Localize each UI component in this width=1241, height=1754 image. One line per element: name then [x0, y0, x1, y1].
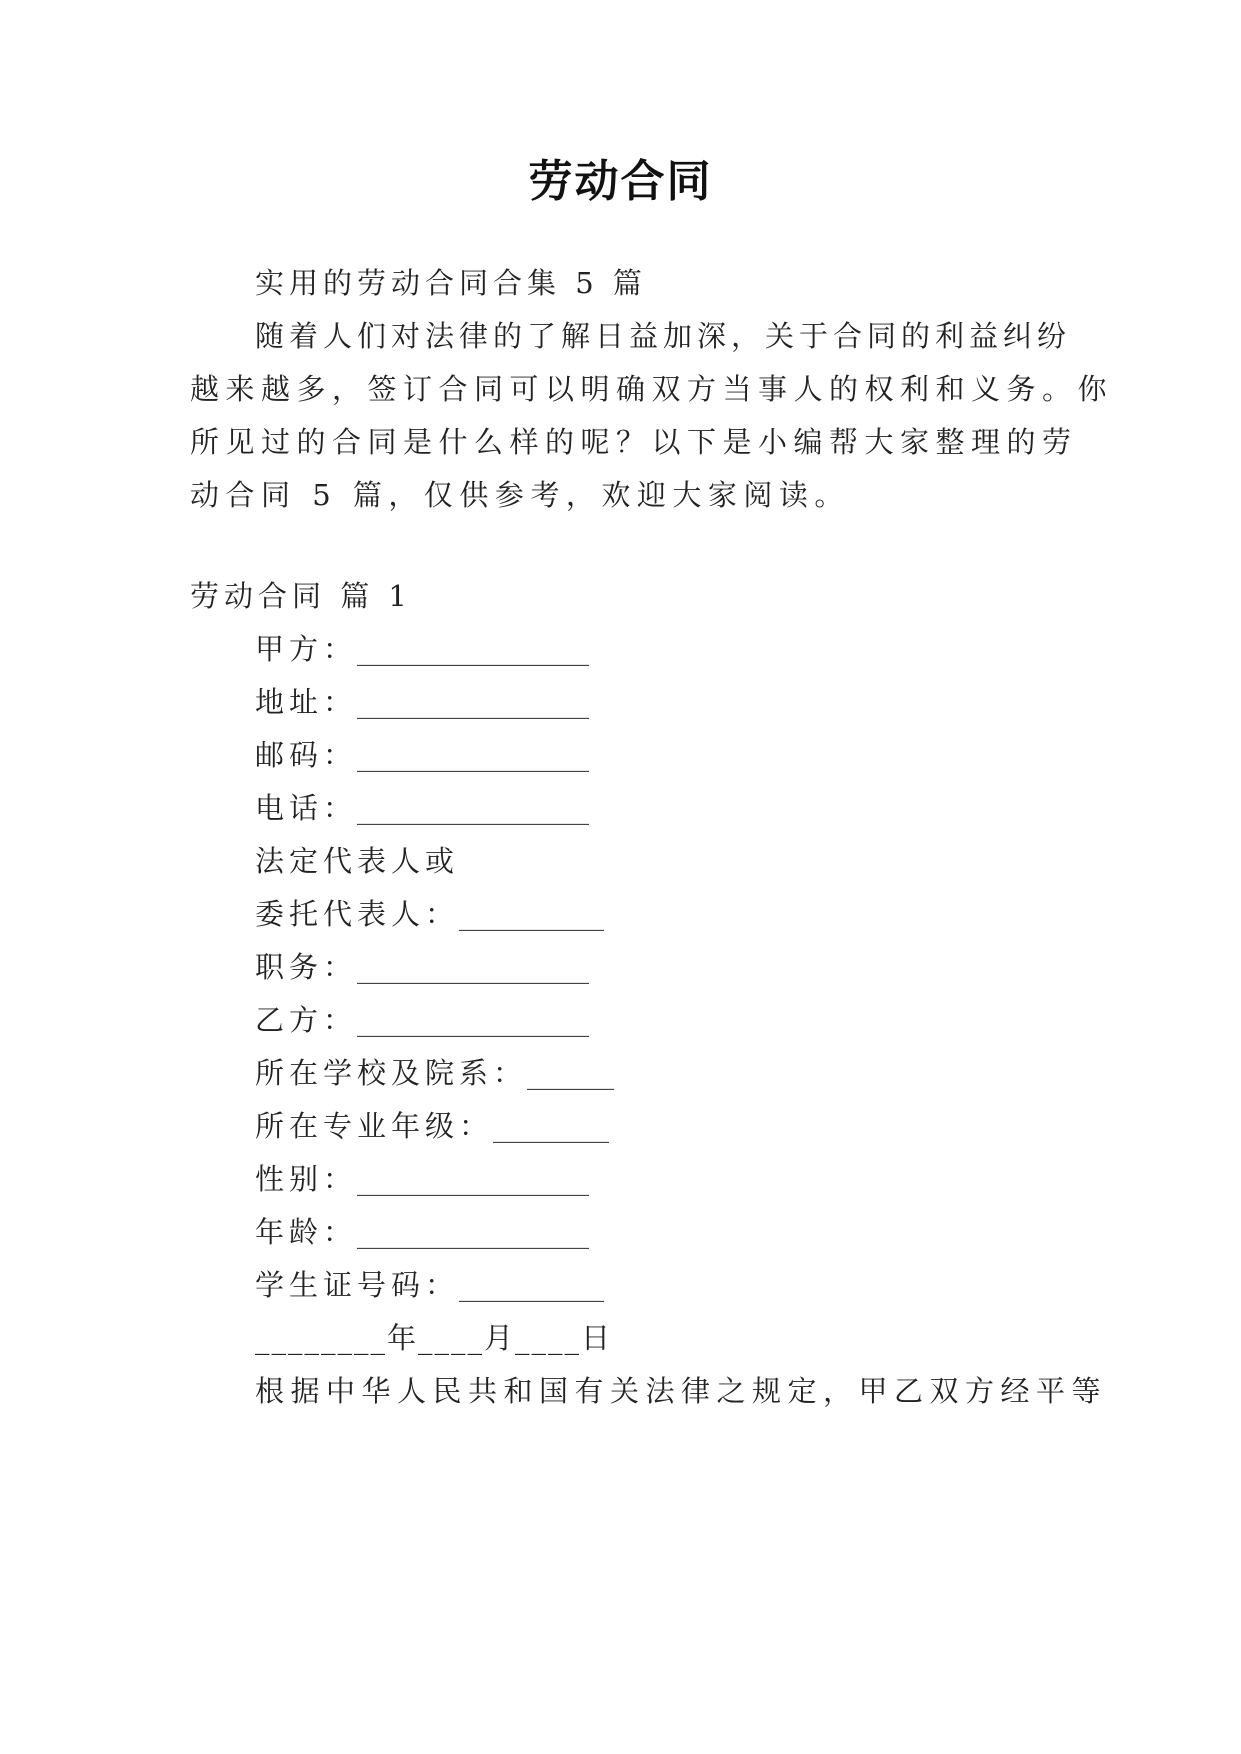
form-field-school [255, 1053, 614, 1093]
form-field-phone [255, 788, 589, 828]
field-blank: ________________ [357, 1003, 590, 1037]
field-blank: __________ [459, 1268, 605, 1302]
document-title: 劳动合同 [528, 156, 713, 207]
form-field-student-id [255, 1265, 604, 1305]
field-label: 邮码： [255, 738, 358, 772]
field-label: 委托代表人： [255, 897, 460, 931]
form-field-authorized-rep [255, 894, 604, 934]
intro-paragraph-line: 越来越多，签订合同可以明确双方当事人的权利和义务。你 [190, 372, 1114, 406]
field-label: 甲方： [255, 632, 358, 666]
field-blank: ________________ [357, 1215, 590, 1249]
field-label: 所在学校及院系： [255, 1056, 528, 1090]
field-label: 职务： [255, 950, 358, 984]
form-field-postcode [255, 735, 589, 775]
field-label: 电话： [255, 791, 358, 825]
field-blank: ________________ [357, 685, 590, 719]
field-blank: ________________ [357, 950, 590, 984]
section-heading: 劳动合同 篇 1 [190, 579, 412, 613]
form-field-major-grade [255, 1106, 609, 1146]
field-blank: ________________ [357, 738, 590, 772]
form-field-legal-rep [255, 841, 459, 881]
field-blank: ________ [493, 1109, 610, 1143]
form-field-address [255, 682, 589, 722]
document-subtitle: 实用的劳动合同合集 5 篇 [255, 266, 647, 300]
form-field-position [255, 947, 589, 987]
form-field-age [255, 1212, 589, 1252]
field-label: 所在专业年级： [255, 1109, 494, 1143]
field-blank: ________________ [357, 632, 590, 666]
intro-paragraph-line: 动合同 5 篇，仅供参考，欢迎大家阅读。 [190, 478, 850, 512]
field-label: 年龄： [255, 1215, 358, 1249]
field-blank: ______ [527, 1056, 615, 1090]
field-label: 性别： [255, 1162, 358, 1196]
closing-paragraph-line: 根据中华人民共和国有关法律之规定，甲乙双方经平等 [255, 1374, 1108, 1408]
field-blank: __________ [459, 897, 605, 931]
intro-paragraph-line: 随着人们对法律的了解日益加深，关于合同的利益纠纷 [255, 319, 1072, 353]
field-label: 法定代表人或 [255, 844, 460, 878]
date-line: ________年____月____日 [255, 1321, 613, 1355]
field-label: 学生证号码： [255, 1268, 460, 1302]
form-field-gender [255, 1159, 589, 1199]
field-blank: ________________ [357, 1162, 590, 1196]
field-blank: ________________ [357, 791, 590, 825]
intro-paragraph-line: 所见过的合同是什么样的呢？以下是小编帮大家整理的劳 [190, 425, 1078, 459]
form-field-party-a [255, 629, 589, 669]
field-label: 乙方： [255, 1003, 358, 1037]
form-field-party-b [255, 1000, 589, 1040]
field-label: 地址： [255, 685, 358, 719]
